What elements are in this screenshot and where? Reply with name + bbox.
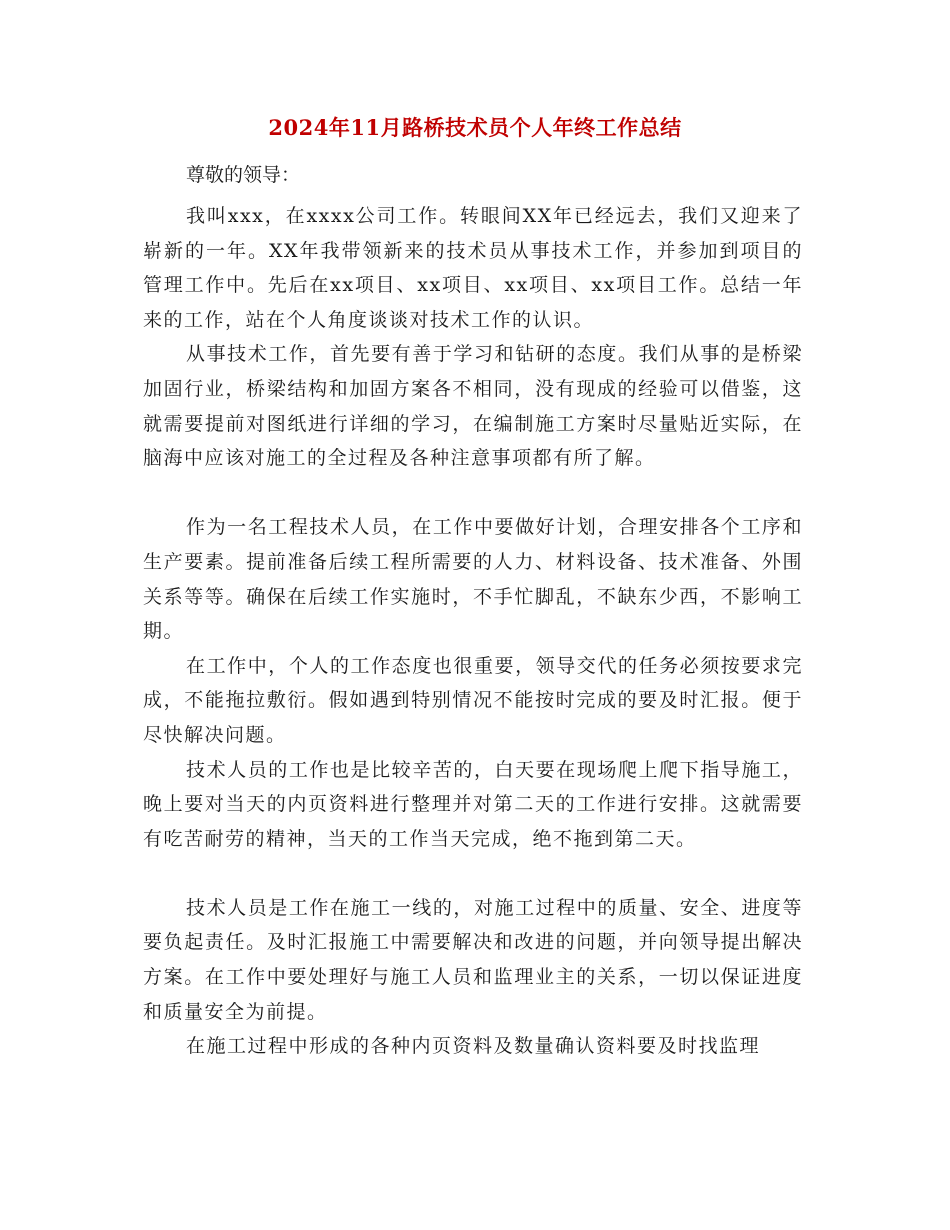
- paragraph-intro: 我叫xxx，在xxxx公司工作。转眼间XX年已经远去，我们又迎来了崭新的一年。XX年我带领新来的技术员从事技术工作，并参加到项目的管理工作中。先后在xx项目、xx项目、xx项目、xx项目工作。总结一年来的工作，站在个人角度谈谈对技术工作的认识。: [143, 205, 803, 331]
- paragraph-planning: 作为一名工程技术人员，在工作中要做好计划，合理安排各个工序和生产要素。提前准备后续工程所需要的人力、材料设备、技术准备、外围关系等等。确保在后续工作实施时，不手忙脚乱，不缺东少西，不影响工期。: [143, 516, 803, 643]
- paragraph-documentation: 在施工过程中形成的各种内页资料及数量确认资料要及时找监理: [186, 1035, 761, 1058]
- paragraph-gap: [143, 476, 803, 511]
- salutation: 尊敬的领导：: [186, 164, 301, 186]
- document-title: 2024年11月路桥技术员个人年终工作总结: [268, 115, 682, 140]
- paragraph-responsibility: 技术人员是工作在施工一线的，对施工过程中的质量、安全、进度等要负起责任。及时汇报施工中需要解决和改进的问题，并向领导提出解决方案。在工作中要处理好与施工人员和监理业主的关系，一切以保证进度和质量安全为前提。: [143, 896, 803, 1023]
- paragraph-attitude: 在工作中，个人的工作态度也很重要，领导交代的任务必须按要求完成，不能拖拉敷衍。假如遇到特别情况不能按时完成的要及时汇报。便于尽快解决问题。: [143, 654, 803, 746]
- document-body: [143, 199, 803, 1064]
- paragraph-learning: 从事技术工作，首先要有善于学习和钻研的态度。我们从事的是桥梁加固行业，桥梁结构和加固方案各不相同，没有现成的经验可以借鉴，这就需要提前对图纸进行详细的学习，在编制施工方案时尽量贴近实际，在脑海中应该对施工的全过程及各种注意事项都有所了解。: [143, 343, 803, 470]
- paragraph-hardship: 技术人员的工作也是比较辛苦的，白天要在现场爬上爬下指导施工，晚上要对当天的内页资料进行整理并对第二天的工作进行安排。这就需要有吃苦耐劳的精神，当天的工作当天完成，绝不拖到第二天。: [143, 758, 803, 850]
- paragraph-gap: [143, 856, 803, 891]
